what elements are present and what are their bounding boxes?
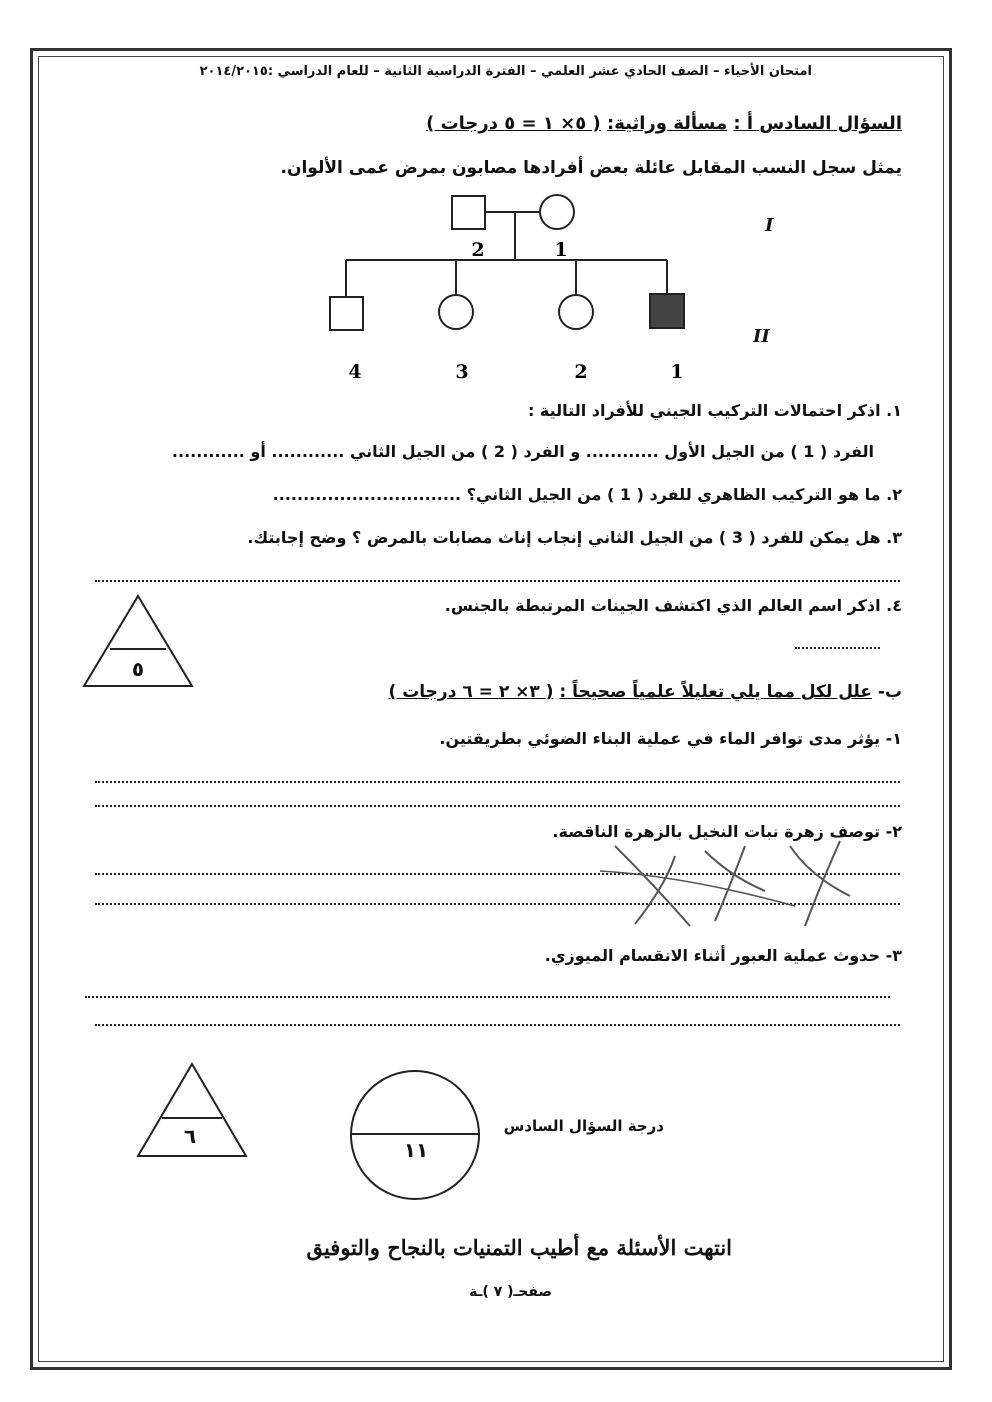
gen2-daughter2-circle <box>559 295 593 329</box>
gen2-label-3: 3 <box>455 361 469 383</box>
score-a-value: ٥ <box>131 657 145 681</box>
answer-line <box>795 647 880 649</box>
part-b-marks: ( ٣× ٢ = ٦ درجات ) <box>388 682 554 702</box>
gen2-label-2: 2 <box>574 361 588 383</box>
gen1-label-2: 2 <box>471 239 485 261</box>
gen2-son4-square <box>330 297 363 330</box>
question-1: ١. اذكر احتمالات التركيب الجيني للأفراد التالية : <box>527 401 902 420</box>
answer-line <box>95 805 900 807</box>
answer-line <box>95 580 900 582</box>
question-six-title <box>426 113 902 134</box>
part-b-item-3: ٣- حدوث عملية العبور أثناء الانقسام الميوزي. <box>544 946 902 965</box>
gen1-label-1: 1 <box>554 239 568 261</box>
gen1-mother-circle <box>540 195 574 229</box>
answer-line <box>95 781 900 783</box>
question-2: ٢. ما هو التركيب الظاهري للفرد ( 1 ) من الجيل الثاني؟ ............................... <box>272 485 902 504</box>
gen2-label-4: 4 <box>348 361 362 383</box>
question-six-topic: مسألة وراثية: <box>607 113 728 134</box>
closing-message: انتهت الأسئلة مع أطيب التمنيات بالنجاح والتوفيق <box>306 1235 732 1260</box>
part-b-item-2: ٢- توصف زهرة نبات النخيل بالزهرة الناقصة. <box>552 822 902 841</box>
exam-header: امتحان الأحياء – الصف الحادي عشر العلمي – الفترة الدراسية الثانية – للعام الدراسي :٢٠١٤/٢٠١٥ <box>199 64 812 79</box>
pedigree-chart <box>300 188 700 388</box>
part-b-instruction: علل لكل مما يلي تعليلاً علمياً صحيحاً : <box>559 682 872 702</box>
crossed-out-marks <box>595 826 865 936</box>
gen1-father-square <box>452 196 485 229</box>
answer-line <box>85 996 890 998</box>
generation-label-I: I <box>765 215 774 236</box>
part-b-item-1: ١- يؤثر مدى توافر الماء في عملية البناء الضوئي بطريقتين. <box>439 729 902 748</box>
score-b-value: ٦ <box>183 1124 197 1148</box>
total-grade-circle <box>348 1068 482 1202</box>
answer-line <box>95 1024 900 1026</box>
question-4: ٤. اذكر اسم العالم الذي اكتشف الجينات المرتبطة بالجنس. <box>444 596 902 615</box>
question-3: ٣. هل يمكن للفرد ( 3 ) من الجيل الثاني إنجاب إناث مصابات بالمرض ؟ وضح إجابتك. <box>247 528 902 547</box>
question-1-answer-line: الفرد ( 1 ) من الجيل الأول ............ و الفرد ( 2 ) من الجيل الثاني ............ أو ............ <box>171 442 874 461</box>
generation-label-II: II <box>753 326 770 347</box>
gen2-daughter3-circle <box>439 295 473 329</box>
question-six-marks: ( ٥× ١ = ٥ درجات ) <box>426 113 601 134</box>
pedigree-intro: يمثل سجل النسب المقابل عائلة بعض أفرادها مصابون بمرض عمى الألوان. <box>280 158 902 178</box>
q6-grade-value: ١١ <box>403 1138 429 1162</box>
gen2-affected-son1-square <box>650 294 684 328</box>
question-six-label: السؤال السادس أ : <box>733 113 902 134</box>
page-number: صفحـ( ٧ )ـة <box>469 1284 552 1300</box>
gen2-label-1: 1 <box>670 361 684 383</box>
part-b-title <box>389 682 903 702</box>
q6-grade-label: درجة السؤال السادس <box>503 1117 664 1135</box>
part-b-label: ب- <box>877 682 902 702</box>
